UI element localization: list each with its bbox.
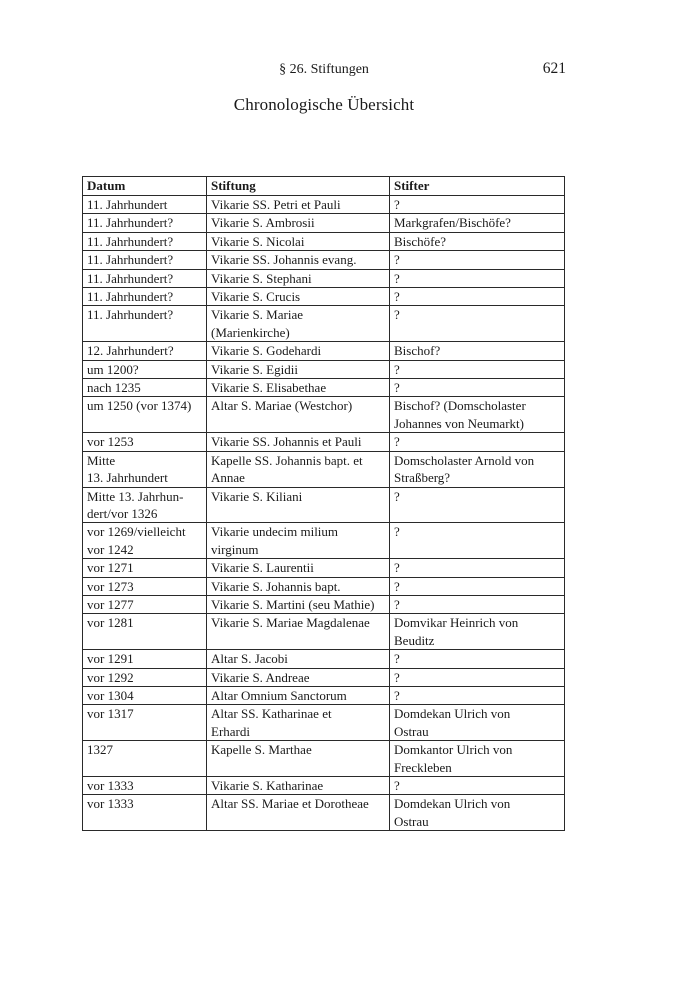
table-body bbox=[83, 196, 565, 831]
cell-stiftung: Vikarie S. Kiliani bbox=[207, 487, 390, 523]
cell-stiftung: Vikarie SS. Johannis evang. bbox=[207, 251, 390, 269]
cell-stifter: Domscholaster Arnold von Straßberg? bbox=[390, 451, 565, 487]
cell-stiftung: Vikarie S. Martini (seu Mathie) bbox=[207, 595, 390, 613]
cell-stiftung: Altar SS. Katharinae et Erhardi bbox=[207, 705, 390, 741]
cell-datum: vor 1281 bbox=[83, 614, 207, 650]
table-row bbox=[83, 433, 565, 451]
table-row bbox=[83, 342, 565, 360]
cell-stifter: Bischöfe? bbox=[390, 232, 565, 250]
cell-datum: 1327 bbox=[83, 741, 207, 777]
cell-stifter: Domvikar Heinrich von Beuditz bbox=[390, 614, 565, 650]
table-row bbox=[83, 595, 565, 613]
table-row bbox=[83, 379, 565, 397]
table-row bbox=[83, 741, 565, 777]
cell-stiftung: Vikarie S. Johannis bapt. bbox=[207, 577, 390, 595]
table-row bbox=[83, 614, 565, 650]
cell-datum: 12. Jahrhundert? bbox=[83, 342, 207, 360]
table-row bbox=[83, 196, 565, 214]
cell-datum: vor 1304 bbox=[83, 686, 207, 704]
table-header-row bbox=[83, 177, 565, 196]
cell-datum: 11. Jahrhundert? bbox=[83, 214, 207, 232]
table-row bbox=[83, 397, 565, 433]
cell-datum: vor 1273 bbox=[83, 577, 207, 595]
column-header-stiftung: Stiftung bbox=[207, 177, 390, 196]
cell-stiftung: Vikarie SS. Johannis et Pauli bbox=[207, 433, 390, 451]
cell-datum: vor 1333 bbox=[83, 777, 207, 795]
cell-stiftung: Vikarie S. Mariae (Marienkirche) bbox=[207, 306, 390, 342]
cell-stiftung: Vikarie S. Laurentii bbox=[207, 559, 390, 577]
cell-stifter: ? bbox=[390, 269, 565, 287]
section-title: § 26. Stiftungen bbox=[279, 62, 369, 77]
table-row bbox=[83, 668, 565, 686]
cell-stiftung: Vikarie S. Elisabethae bbox=[207, 379, 390, 397]
cell-datum: um 1200? bbox=[83, 360, 207, 378]
table-row bbox=[83, 686, 565, 704]
cell-datum: 11. Jahrhundert? bbox=[83, 288, 207, 306]
table-row bbox=[83, 523, 565, 559]
table-row bbox=[83, 650, 565, 668]
chronology-table bbox=[82, 176, 565, 831]
column-header-datum: Datum bbox=[83, 177, 207, 196]
cell-stifter: ? bbox=[390, 433, 565, 451]
cell-datum: vor 1317 bbox=[83, 705, 207, 741]
cell-stifter: ? bbox=[390, 360, 565, 378]
cell-datum: vor 1333 bbox=[83, 795, 207, 831]
cell-datum: um 1250 (vor 1374) bbox=[83, 397, 207, 433]
cell-stifter: Domkantor Ulrich von Freckleben bbox=[390, 741, 565, 777]
cell-stifter: ? bbox=[390, 379, 565, 397]
cell-stifter: ? bbox=[390, 668, 565, 686]
cell-stifter: Markgrafen/Bischöfe? bbox=[390, 214, 565, 232]
cell-stiftung: Vikarie S. Andreae bbox=[207, 668, 390, 686]
cell-stifter: ? bbox=[390, 523, 565, 559]
cell-stiftung: Vikarie S. Stephani bbox=[207, 269, 390, 287]
table-row bbox=[83, 214, 565, 232]
table-row bbox=[83, 795, 565, 831]
cell-stiftung: Altar SS. Mariae et Dorotheae bbox=[207, 795, 390, 831]
cell-datum: 11. Jahrhundert? bbox=[83, 306, 207, 342]
table-row bbox=[83, 360, 565, 378]
table-row bbox=[83, 451, 565, 487]
cell-stiftung: Vikarie SS. Petri et Pauli bbox=[207, 196, 390, 214]
cell-stiftung: Vikarie undecim milium virginum bbox=[207, 523, 390, 559]
cell-datum: vor 1269/vielleicht vor 1242 bbox=[83, 523, 207, 559]
cell-datum: vor 1292 bbox=[83, 668, 207, 686]
cell-stifter: Domdekan Ulrich von Ostrau bbox=[390, 795, 565, 831]
table-row bbox=[83, 705, 565, 741]
page-number: 621 bbox=[542, 60, 566, 77]
cell-datum: 11. Jahrhundert? bbox=[83, 232, 207, 250]
cell-stifter: ? bbox=[390, 487, 565, 523]
cell-stiftung: Vikarie S. Nicolai bbox=[207, 232, 390, 250]
cell-datum: vor 1291 bbox=[83, 650, 207, 668]
cell-stiftung: Vikarie S. Ambrosii bbox=[207, 214, 390, 232]
cell-datum: nach 1235 bbox=[83, 379, 207, 397]
cell-datum: Mitte 13. Jahrhundert bbox=[83, 451, 207, 487]
table-row bbox=[83, 251, 565, 269]
table-row bbox=[83, 269, 565, 287]
cell-stifter: ? bbox=[390, 559, 565, 577]
cell-stiftung: Altar Omnium Sanctorum bbox=[207, 686, 390, 704]
cell-datum: vor 1253 bbox=[83, 433, 207, 451]
cell-stifter: ? bbox=[390, 306, 565, 342]
cell-datum: vor 1277 bbox=[83, 595, 207, 613]
running-head bbox=[0, 62, 700, 82]
table-row bbox=[83, 777, 565, 795]
cell-stifter: ? bbox=[390, 288, 565, 306]
cell-stifter: Bischof? bbox=[390, 342, 565, 360]
cell-stifter: ? bbox=[390, 686, 565, 704]
cell-stifter: Domdekan Ulrich von Ostrau bbox=[390, 705, 565, 741]
table-row bbox=[83, 487, 565, 523]
cell-stiftung: Altar S. Jacobi bbox=[207, 650, 390, 668]
cell-datum: 11. Jahrhundert bbox=[83, 196, 207, 214]
cell-stifter: ? bbox=[390, 577, 565, 595]
column-header-stifter: Stifter bbox=[390, 177, 565, 196]
cell-stiftung: Vikarie S. Egidii bbox=[207, 360, 390, 378]
cell-datum: 11. Jahrhundert? bbox=[83, 269, 207, 287]
table-row bbox=[83, 288, 565, 306]
cell-stifter: ? bbox=[390, 251, 565, 269]
cell-datum: Mitte 13. Jahrhun- dert/vor 1326 bbox=[83, 487, 207, 523]
cell-stifter: ? bbox=[390, 196, 565, 214]
cell-stiftung: Altar S. Mariae (Westchor) bbox=[207, 397, 390, 433]
page-title: Chronologische Übersicht bbox=[233, 95, 415, 114]
cell-datum: vor 1271 bbox=[83, 559, 207, 577]
cell-stifter: ? bbox=[390, 650, 565, 668]
cell-datum: 11. Jahrhundert? bbox=[83, 251, 207, 269]
cell-stiftung: Vikarie S. Crucis bbox=[207, 288, 390, 306]
cell-stiftung: Vikarie S. Godehardi bbox=[207, 342, 390, 360]
cell-stiftung: Vikarie S. Mariae Magdalenae bbox=[207, 614, 390, 650]
cell-stiftung: Kapelle S. Marthae bbox=[207, 741, 390, 777]
cell-stiftung: Vikarie S. Katharinae bbox=[207, 777, 390, 795]
table-row bbox=[83, 577, 565, 595]
table-row bbox=[83, 232, 565, 250]
cell-stiftung: Kapelle SS. Johannis bapt. et Annae bbox=[207, 451, 390, 487]
table-row bbox=[83, 559, 565, 577]
cell-stifter: ? bbox=[390, 777, 565, 795]
cell-stifter: Bischof? (Domscholaster Johannes von Neumarkt) bbox=[390, 397, 565, 433]
cell-stifter: ? bbox=[390, 595, 565, 613]
table-row bbox=[83, 306, 565, 342]
